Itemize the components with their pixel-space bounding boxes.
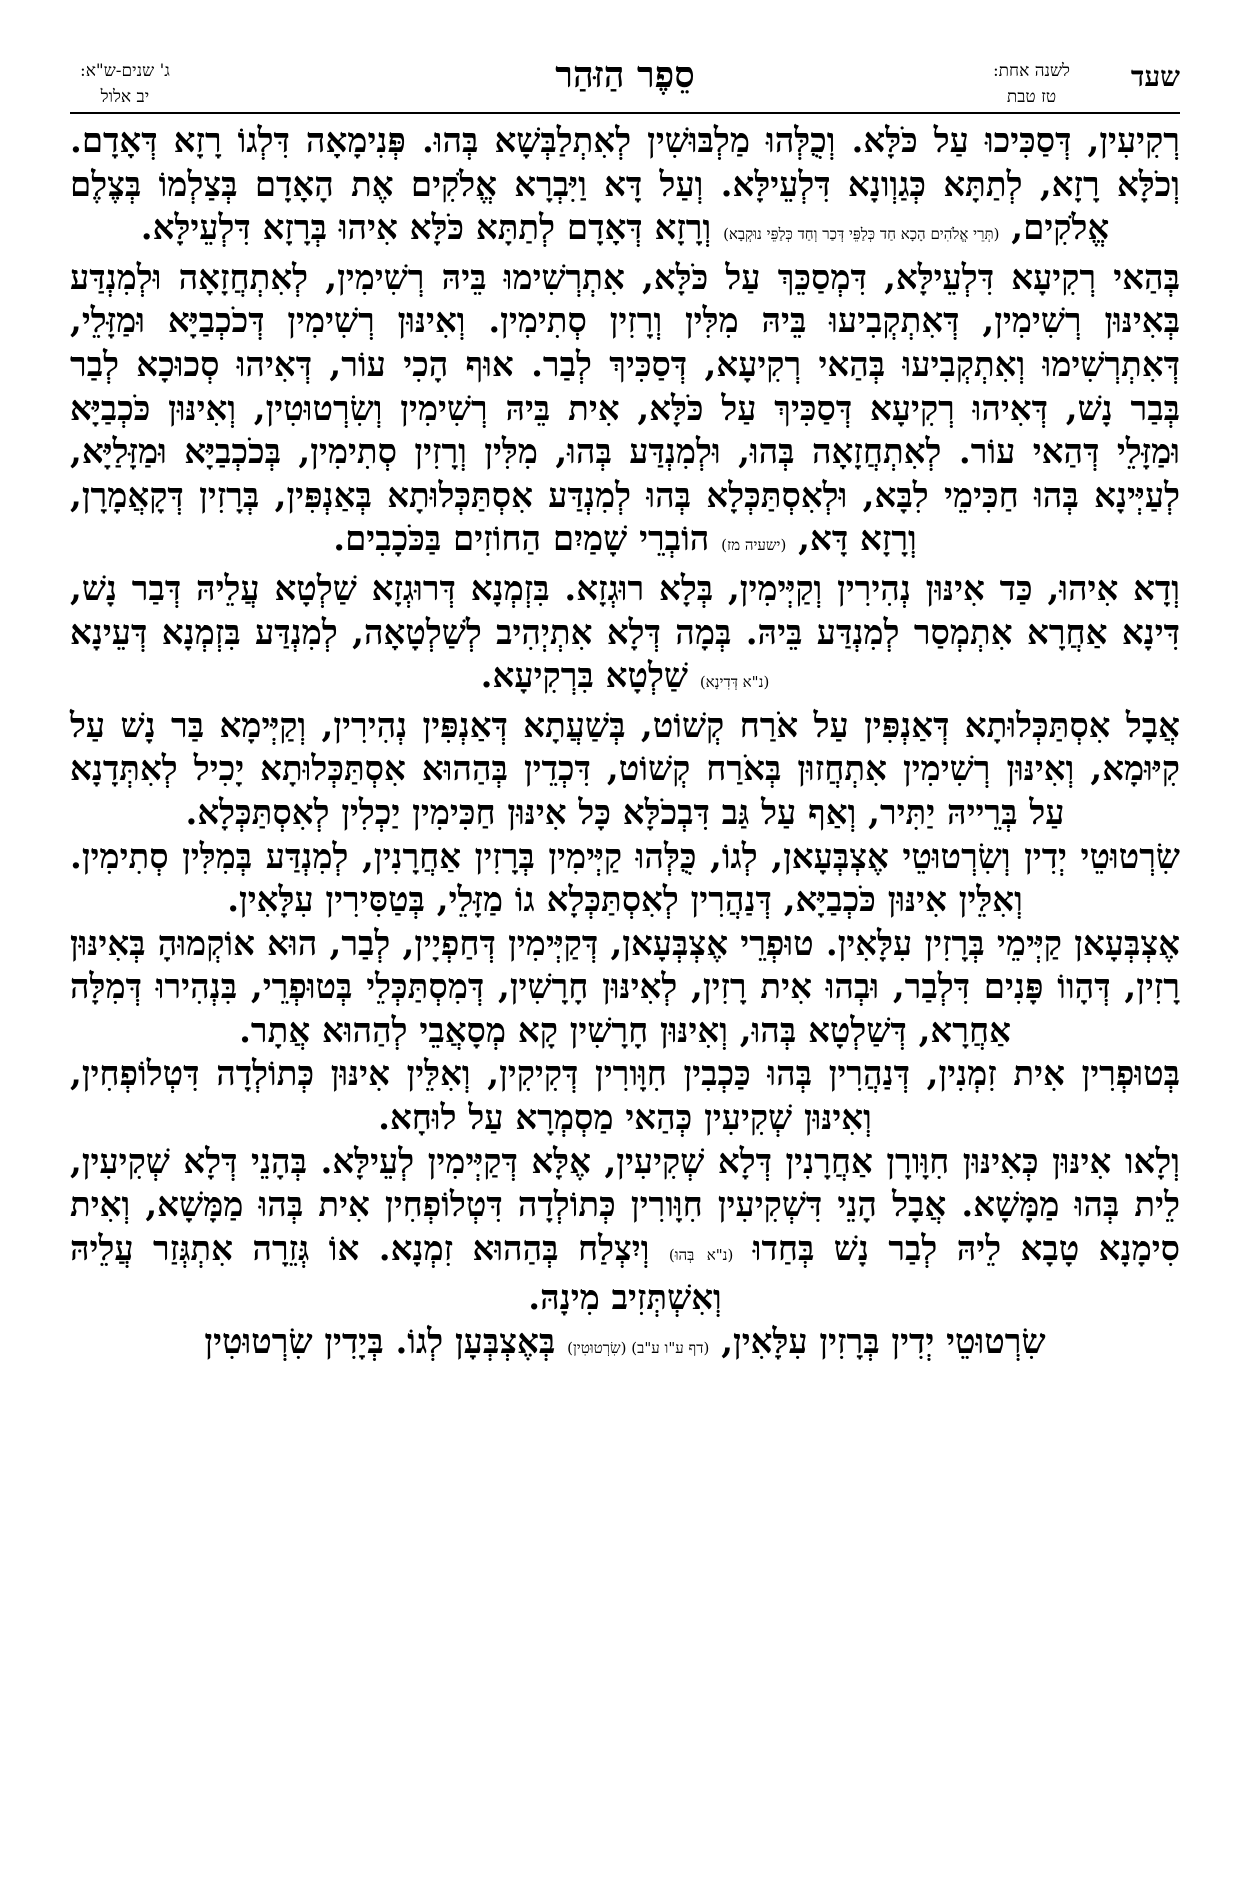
zohar-page: [70, 50, 1180, 1840]
paragraph-8-text: וְלָאו אִינּוּן כְּאִינּוּן חִוָּורָן אַחֲרָנִין דְּלָא שְׁקִיעִין, אֶלָּא דְּקַיְּימִין לְעֵילָּא. בְּהָנֵי דְּלָא שְׁקִיעִין, לֵית בְּהוּ מַמָּשָׁא. אֲבָל הָנֵי דִּשְׁקִיעִין חִוָּורִין כְּתוֹלְדָה דִּטְלוֹפְחִין אִית בְּהוּ מַמָּשָׁא, וְאִית סִימָנָא טָבָא לֵיהּ לְבַר נָשׁ בְּחַדוּ: [70, 1141, 1180, 1269]
paragraph-9-note: (דף ע"ו ע"ב) (שִׂרְטוּטִין): [567, 1339, 710, 1358]
paragraph-6: [70, 923, 1180, 1054]
paragraph-2-note: (ישעיה מז): [721, 536, 787, 555]
paragraph-1-text-cont: וְרָזָא דְּאָדָם לְתַתָּא כֹּלָּא אִיהוּ בְּרָזָא דִּלְעֵילָּא.: [140, 208, 712, 249]
paragraph-2-text: בְּהַאי רְקִיעָא דִּלְעֵילָּא, דִּמְסַכֵּךְ עַל כֹּלָּא, אִתְרְשִׁימוּ בֵּיהּ רְשִׁימִין, לְאִתְחֲזָאָה וּלְמִנְדַּע בְּאִינּוּן רְשִׁימִין, דְּאִתְקְבִיעוּ בֵּיהּ מִלִּין וְרָזִין סְתִימִין. וְאִינּוּן רְשִׁימִין דְּכֹכְבַיָּא וּמַזָּלֵי, דְּאִתְרְשִׁימוּ וְאִתְקְבִיעוּ בְּהַאי רְקִיעָא, דְּסַכִּיךְ לְבַר. אוּף הָכִי עוֹר, דְּאִיהוּ סְכוּכָא לְבַר בְּבַר נָשׁ, דְּאִיהוּ רְקִיעָא דְּסַכִּיךְ עַל כֹּלָּא, אִית בֵּיהּ רְשִׁימִין וְשִׂרְטוּטִין, וְאִינּוּן כֹּכְבַיָּא וּמַזָּלֵי דְּהַאי עוֹר. לְאִתְחֲזָאָה בְּהוּ, וּלְמִנְדַּע בְּהוּ, מִלִּין וְרָזִין סְתִימִין, בְּכֹכְבַיָּא וּמַזָּלַיָּא, לְעַיְּינָא בְּהוּ חַכִּימֵי לִבָּא, וּלְאִסְתַּכְּלָא בְּהוּ לְמִנְדַּע אִסְתַּכְּלוּתָא בְּאַנְפִּין, בְּרָזִין דְּקָאֲמָרָן, וְרָזָא דָּא,: [70, 257, 1180, 560]
paragraph-3: [70, 568, 1180, 705]
book-title: סֵפֶר הַזּהַר: [555, 54, 695, 96]
paragraph-8-text-cont: וְיִצְלַח בְּהַהוּא זִמְנָא. אוֹ גְּזֵרָה אִתְגְּזַר עֲלֵיהּ וְאִשְׁתְּזִיב מִינָהּ.: [70, 1228, 722, 1319]
paragraph-9-text-cont: בְּאֶצְבְּעָן לְגוֹ. בְּיָדִין שִׂרְטוּטִין: [204, 1322, 556, 1363]
paragraph-5-text: שִׂרְטוּטֵי יְדִין וְשִׂרְטוּטֵי אֶצְבְּעָאן, לְגוֹ, כֻּלְּהוּ קַיְּימִין בְּרָזִין אַחֲרָנִין, לְמִנְדַּע בְּמִלִּין סְתִימִין. וְאִלֵּין אִינּוּן כֹּכְבַיָּא, דְּנַהֲרִין לְאִסְתַּכְּלָא גוֹ מַזָּלֵי, בְּטַסִּירִין עִלָּאִין.: [70, 836, 1180, 921]
page-number: שעד: [1130, 60, 1180, 93]
paragraph-5: [70, 836, 1180, 923]
paragraph-9: [70, 1321, 1180, 1371]
paragraph-4-text: אֲבָל אִסְתַּכְּלוּתָא דְּאַנְפִּין עַל אֹרַח קְשׁוֹט, בְּשַׁעֲתָא דְּאַנְפִּין נְהִירִין, וְקַיְּימָא בַּר נָשׁ עַל קִיּוּמָא, וְאִינּוּן רְשִׁימִין אִתְחֲזוּן בְּאֹרַח קְשׁוֹט, דִּכְדֵין בְּהַהוּא אִסְתַּכְּלוּתָא יָכִיל לְאִתְּדָנָא עַל בְּרֵייהּ יַתִּיר, וְאַף עַל גַּב דִּבְכֹלָּא כָּל אִינּוּן חַכִּימִין יַכְלִין לְאִסְתַּכְּלָא.: [70, 705, 1180, 833]
header-one-year-date: טז טבת: [1006, 87, 1057, 107]
paragraph-3-text-cont: שַׁלְטָא בִּרְקִיעָא.: [480, 656, 688, 697]
paragraph-9-text: שִׂרְטוּטֵי יְדִין בְּרָזִין עִלָּאִין,: [721, 1322, 1046, 1363]
paragraph-3-note: (נ"א דְּדִינָא): [699, 673, 770, 692]
paragraph-7: [70, 1053, 1180, 1140]
header-three-years-date: יב אלול: [100, 87, 150, 107]
header-one-year-label: לשנה אחת:: [992, 61, 1070, 81]
paragraph-7-text: בְּטוּפְרִין אִית זִמְנִין, דְּנַהֲרִין בְּהוּ כַּכְבִין חִוָּורִין דְּקִיקִין, וְאִלֵּין אִינּוּן כְּתוֹלְדָה דִּטְלוֹפְחִין, וְאִינּוּן שְׁקִיעִין כְּהַאי מַסְמְרָא עַל לוּחָא.: [70, 1054, 1180, 1139]
paragraph-2-text-cont: הוֹבְרֵי שָׁמַיִם הַחוֹזִים בַּכֹּכָבִים.: [333, 519, 710, 560]
paragraph-1-note: (תְּרֵי אֱלֹהִים הָכָא חַד כְּלַפֵּי דְּכַר וְחַד כְּלַפֵּי נוּקְבָא): [723, 225, 1000, 244]
header-three-years-label: ג' שנים-ש"א:: [80, 61, 170, 81]
paragraph-1-text: רְקִיעִין, דְּסַכִּיכוּ עַל כֹּלָּא. וְכֻלְּהוּ מַלְבּוּשִׁין לְאִתְלַבְּשָׁא בְּהוּ. פְּנִימָאָה דִּלְגוֹ רָזָא דְּאָדָם. וְכֹלָּא רָזָא, לְתַתָּא כְּגַוְונָא דִּלְעֵילָּא. וְעַל דָּא וַיִּבְרָא אֱלֹקִים אֶת הָאָדָם בְּצַלְמוֹ בְּצֶלֶם אֱלֹקִים,: [70, 121, 1180, 249]
page-body: [70, 114, 1180, 1371]
paragraph-3-text: וְדָא אִיהוּ, כַּד אִינּוּן נְהִירִין וְקַיְּימִין, בְּלָא רוּגְזָא. בִּזְמְנָא דְּרוּגְזָא שַׁלְטָא עֲלֵיהּ דְּבַר נָשׁ, דִּינָא אַחֲרָא אִתְמְסַר לְמִנְדַּע בֵּיהּ. בְּמָה דְּלָא אִתְיְהִיב לְשַׁלְטָאָה, לְמִנְדַּע בִּזְמְנָא דְּעֵינָא: [70, 568, 1180, 653]
paragraph-4: [70, 705, 1180, 836]
header-study-schedule-three-years: [80, 58, 170, 110]
paragraph-8-note: (נ"א בְּהוּ): [668, 1245, 734, 1264]
paragraph-8: [70, 1141, 1180, 1321]
page-header: [70, 50, 1180, 114]
paragraph-6-text: אֶצְבְּעָאן קַיְּימֵי בְּרָזִין עִלָּאִין. טוּפְרֵי אֶצְבְּעָאן, דְּקַיְּימִין דְּחַפְיָין, לְבַר, הוּא אוֹקְמוּהָ בְּאִינּוּן רָזִין, דְּהָווֹ פָּנִים דִּלְבַר, וּבְהוּ אִית רָזִין, לְאִינּוּן חָרָשִׁין, דְּמִסְתַּכְּלֵי בְּטוּפְרֵי, בִּנְהִירוּ דְּמִלָּה אַחֲרָא, דְּשַׁלְטָא בְּהוּ, וְאִינּוּן חָרָשִׁין קָא מְסָאֲבֵי לְהַהוּא אֲתָר.: [70, 923, 1180, 1051]
paragraph-2: [70, 257, 1180, 568]
paragraph-1: [70, 120, 1180, 257]
